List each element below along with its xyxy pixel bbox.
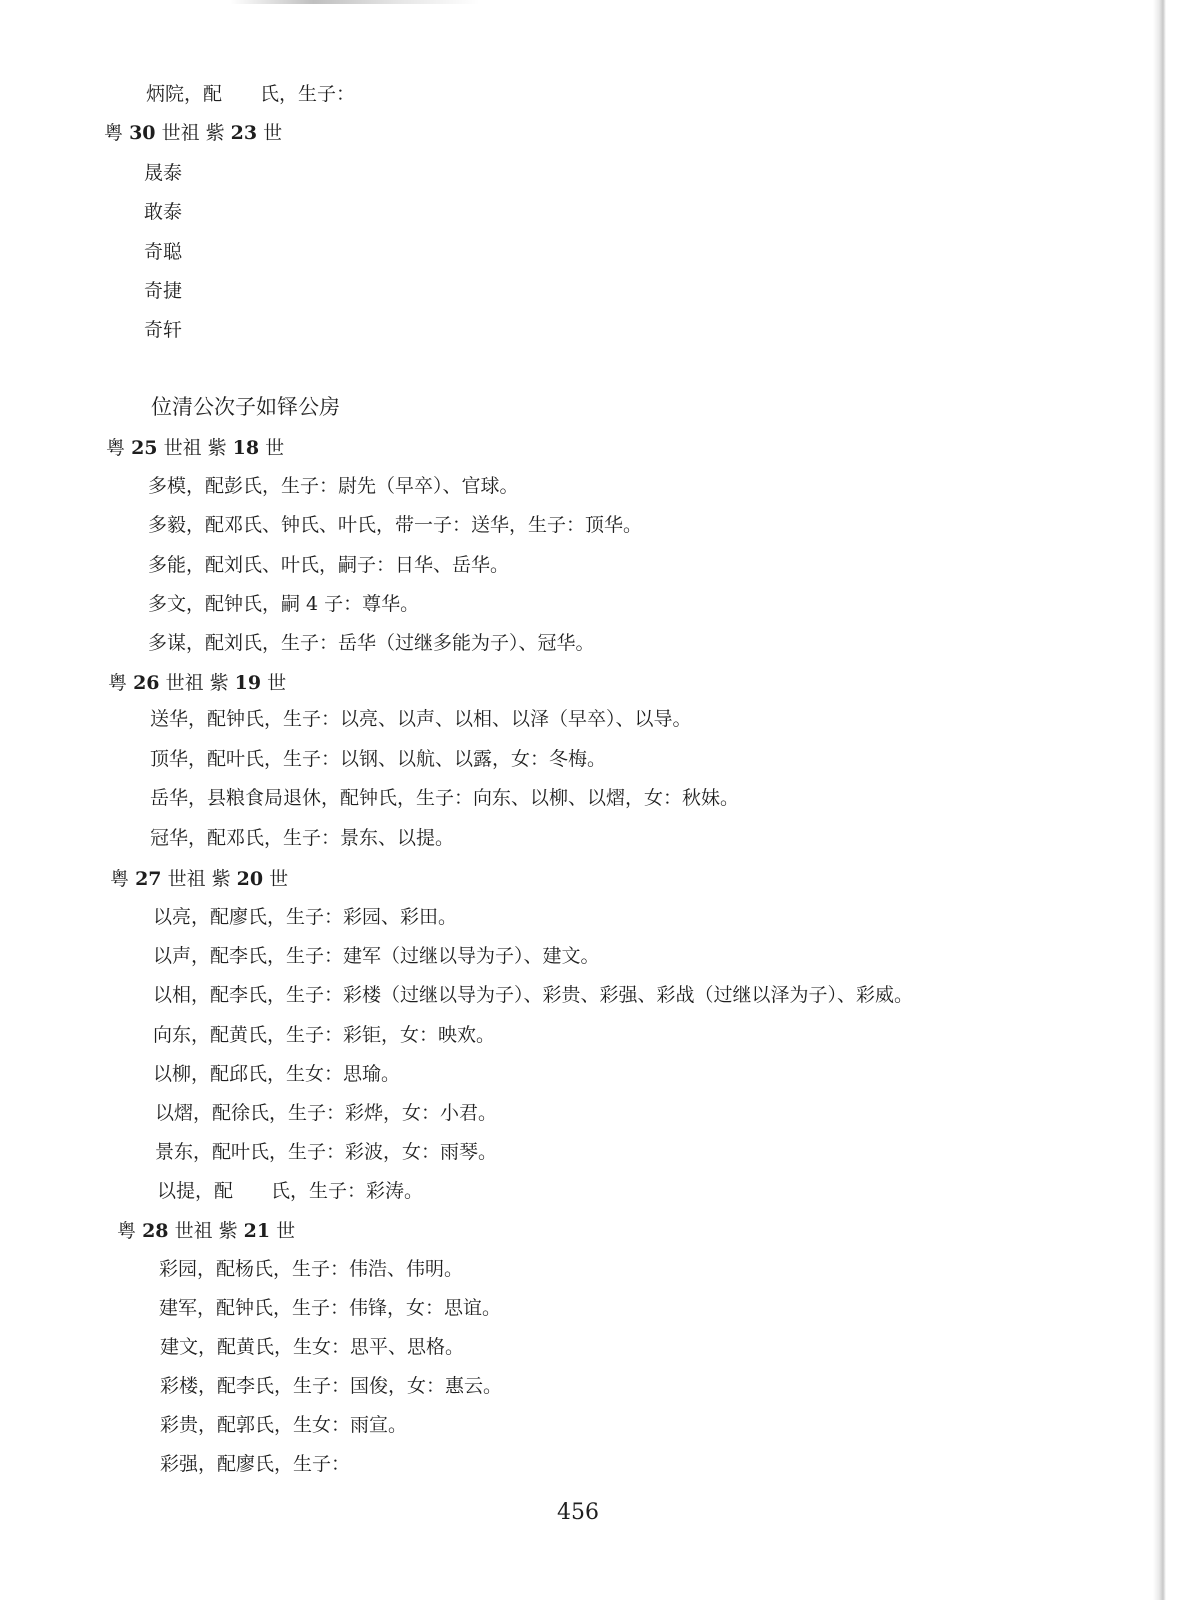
entry-line: 以声，配李氏，生子：建军（过继以导为子）、建文。 [153, 945, 600, 967]
entry-line: 以提，配 氏，生子：彩涛。 [157, 1180, 424, 1202]
entry-line: 建文，配黄氏，生女：思平、思格。 [160, 1336, 465, 1358]
entry-line: 以柳，配邱氏，生女：思瑜。 [153, 1063, 401, 1085]
entry-line: 以熠，配徐氏，生子：彩烨，女：小君。 [155, 1102, 498, 1124]
entry-line: 岳华，县粮食局退休，配钟氏，生子：向东、以柳、以熠，女：秋妹。 [150, 787, 740, 809]
entry-line: 建军，配钟氏，生子：伟锋，女：思谊。 [159, 1297, 502, 1319]
entry-line: 送华，配钟氏，生子：以亮、以声、以相、以泽（早卒）、以导。 [150, 708, 692, 730]
entry-line: 以亮，配廖氏，生子：彩园、彩田。 [153, 906, 458, 928]
generation-heading: 粤 27 世祖 紫 20 世 [110, 868, 289, 890]
name-line: 敢泰 [144, 201, 183, 223]
generation-heading: 粤 28 世祖 紫 21 世 [117, 1220, 296, 1242]
name-line: 奇捷 [144, 280, 183, 302]
entry-line: 多能，配刘氏、叶氏，嗣子：日华、岳华。 [148, 554, 510, 576]
entry-line: 彩贵，配郭氏，生女：雨宣。 [160, 1414, 408, 1436]
generation-heading: 粤 26 世祖 紫 19 世 [108, 672, 287, 694]
entry-line: 多谋，配刘氏，生子：岳华（过继多能为子）、冠华。 [148, 632, 595, 654]
name-line: 晟泰 [144, 162, 183, 184]
entry-line: 炳院，配 氏，生子： [146, 83, 356, 105]
entry-line: 彩园，配杨氏，生子：伟浩、伟明。 [159, 1258, 464, 1280]
scan-page-edge [1153, 0, 1177, 1600]
generation-heading: 粤 25 世祖 紫 18 世 [106, 437, 285, 459]
entry-line: 冠华，配邓氏，生子：景东、以提。 [150, 827, 455, 849]
scan-smudge [230, 0, 480, 4]
name-line: 奇聪 [144, 241, 183, 263]
entry-line: 彩强，配廖氏，生子： [160, 1453, 351, 1475]
page-number: 456 [557, 1500, 599, 1525]
entry-line: 多文，配钟氏，嗣 4 子：尊华。 [148, 593, 420, 615]
name-line: 奇轩 [144, 319, 183, 341]
entry-line: 向东，配黄氏，生子：彩钜，女：映欢。 [153, 1024, 496, 1046]
entry-line: 景东，配叶氏，生子：彩波，女：雨琴。 [155, 1141, 498, 1163]
entry-line: 以相，配李氏，生子：彩楼（过继以导为子）、彩贵、彩强、彩战（过继以泽为子）、彩威。 [153, 984, 914, 1006]
entry-line: 多毅，配邓氏、钟氏、叶氏，带一子：送华，生子：顶华。 [148, 514, 643, 536]
section-title: 位清公次子如铎公房 [151, 395, 340, 419]
entry-line: 顶华，配叶氏，生子：以钢、以航、以露，女：冬梅。 [150, 748, 607, 770]
generation-heading: 粤 30 世祖 紫 23 世 [104, 122, 283, 144]
entry-line: 彩楼，配李氏，生子：国俊，女：惠云。 [160, 1375, 503, 1397]
entry-line: 多模，配彭氏，生子：尉先（早卒）、官球。 [148, 475, 519, 497]
